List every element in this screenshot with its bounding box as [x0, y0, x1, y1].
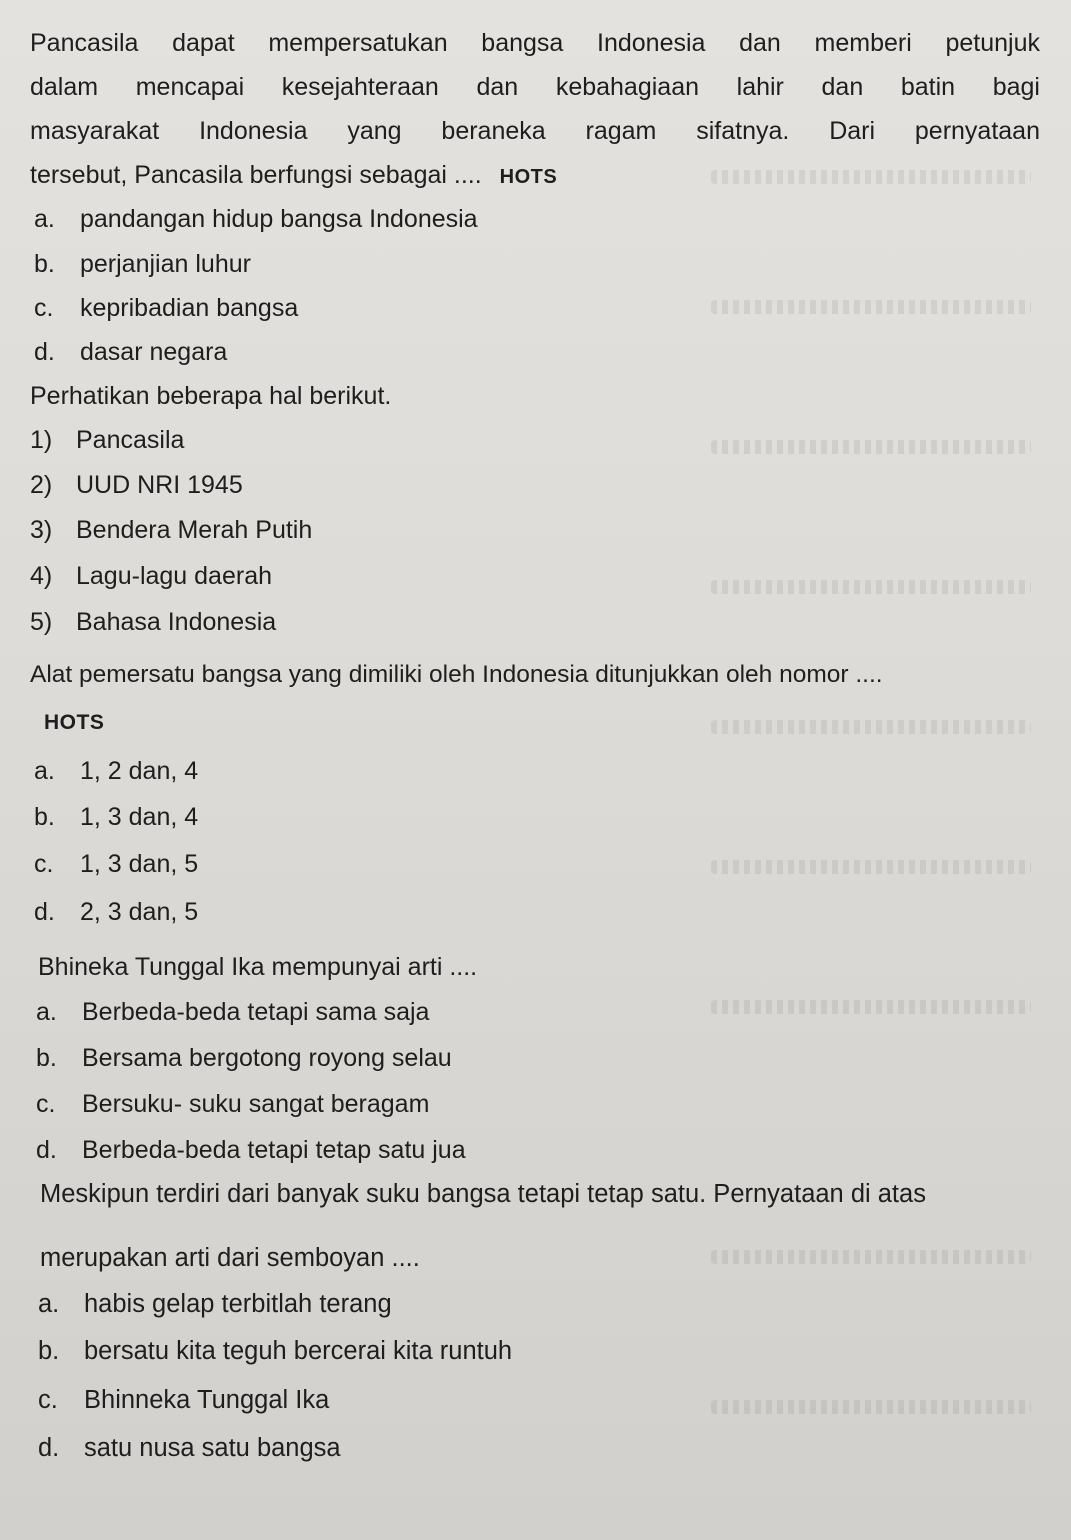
option-text: Bhinneka Tunggal Ika: [84, 1386, 330, 1414]
option-letter: c.: [34, 294, 54, 322]
list-text: Lagu-lagu daerah: [76, 562, 272, 590]
bleed-through-mark: [711, 1250, 1031, 1264]
option-text: Berbeda-beda tetapi tetap satu jua: [82, 1136, 466, 1164]
option-letter: d.: [34, 898, 55, 926]
answer-option[interactable]: [36, 1043, 452, 1073]
question-1-text-line: masyarakat Indonesia yang beraneka ragam sifatnya. Dari pernyataan: [30, 117, 1040, 145]
answer-option[interactable]: [38, 1289, 392, 1319]
answer-option[interactable]: [36, 1135, 466, 1165]
bleed-through-mark: [711, 300, 1031, 314]
question-1-text-line: tersebut, Pancasila berfungsi sebagai ....: [30, 161, 482, 189]
question-4-text-line: merupakan arti dari semboyan ....: [40, 1244, 420, 1272]
answer-option[interactable]: [34, 249, 251, 279]
answer-option[interactable]: [34, 897, 198, 927]
list-number: 4): [30, 562, 53, 590]
list-number: 2): [30, 471, 53, 499]
list-text: Pancasila: [76, 426, 185, 454]
question-1-last-line: [30, 160, 557, 192]
option-text: 2, 3 dan, 5: [80, 898, 199, 926]
option-letter: b.: [34, 250, 55, 278]
question-1-text-line: dalam mencapai kesejahteraan dan kebahagiaan lahir dan batin bagi: [30, 73, 1040, 101]
question-4-text-line: Meskipun terdiri dari banyak suku bangsa tetapi tetap satu. Pernyataan di atas: [40, 1180, 926, 1208]
list-number: 5): [30, 608, 53, 636]
option-letter: c.: [38, 1386, 58, 1414]
option-letter: b.: [34, 803, 55, 831]
answer-option[interactable]: [36, 1089, 429, 1119]
option-letter: b.: [38, 1337, 60, 1365]
option-letter: a.: [38, 1290, 60, 1318]
option-text: kepribadian bangsa: [80, 294, 299, 322]
list-item: [30, 561, 272, 591]
list-number: 1): [30, 426, 53, 454]
question-3-text: Bhineka Tunggal Ika mempunyai arti ....: [38, 953, 478, 981]
list-item: [30, 470, 243, 500]
bleed-through-mark: [711, 1400, 1031, 1414]
answer-option[interactable]: [38, 1433, 341, 1463]
answer-option[interactable]: [34, 204, 478, 234]
answer-option[interactable]: [34, 849, 198, 879]
option-letter: b.: [36, 1044, 57, 1072]
list-item: [30, 425, 184, 455]
bleed-through-mark: [711, 720, 1031, 734]
option-text: pandangan hidup bangsa Indonesia: [80, 205, 478, 233]
bleed-through-mark: [711, 1000, 1031, 1014]
answer-option[interactable]: [38, 1336, 512, 1366]
question-2-text: Alat pemersatu bangsa yang dimiliki oleh Indonesia ditunjukkan oleh nomor ....: [30, 661, 883, 688]
hots-tag: HOTS: [499, 166, 558, 188]
option-letter: a.: [34, 205, 55, 233]
option-text: Berbeda-beda tetapi sama saja: [82, 998, 430, 1026]
bleed-through-mark: [711, 860, 1031, 874]
option-text: satu nusa satu bangsa: [84, 1434, 341, 1462]
question-2-intro: Perhatikan beberapa hal berikut.: [30, 382, 392, 410]
question-1-text-line: Pancasila dapat mempersatukan bangsa Indonesia dan memberi petunjuk: [30, 29, 1040, 57]
bleed-through-mark: [711, 170, 1031, 184]
option-text: 1, 2 dan, 4: [80, 757, 199, 785]
option-letter: a.: [34, 757, 55, 785]
answer-option[interactable]: [38, 1385, 329, 1415]
option-text: 1, 3 dan, 4: [80, 803, 199, 831]
option-text: bersatu kita teguh bercerai kita runtuh: [84, 1337, 513, 1365]
option-text: 1, 3 dan, 5: [80, 850, 199, 878]
option-letter: d.: [38, 1434, 60, 1462]
option-letter: c.: [34, 850, 54, 878]
list-text: Bendera Merah Putih: [76, 516, 313, 544]
option-letter: d.: [34, 338, 55, 366]
option-text: perjanjian luhur: [80, 250, 251, 278]
answer-option[interactable]: [34, 337, 227, 367]
option-text: Bersama bergotong royong selau: [82, 1044, 452, 1072]
answer-option[interactable]: [36, 997, 429, 1027]
list-item: [30, 515, 312, 545]
option-text: Bersuku- suku sangat beragam: [82, 1090, 430, 1118]
option-letter: d.: [36, 1136, 57, 1164]
hots-tag: HOTS: [44, 711, 105, 734]
bleed-through-mark: [711, 580, 1031, 594]
option-letter: a.: [36, 998, 57, 1026]
list-text: Bahasa Indonesia: [76, 608, 277, 636]
answer-option[interactable]: [34, 756, 198, 786]
list-text: UUD NRI 1945: [76, 471, 243, 499]
option-text: habis gelap terbitlah terang: [84, 1290, 392, 1318]
list-item: [30, 607, 276, 637]
option-letter: c.: [36, 1090, 56, 1118]
bleed-through-mark: [711, 440, 1031, 454]
answer-option[interactable]: [34, 293, 298, 323]
answer-option[interactable]: [34, 802, 198, 832]
list-number: 3): [30, 516, 53, 544]
option-text: dasar negara: [80, 338, 228, 366]
